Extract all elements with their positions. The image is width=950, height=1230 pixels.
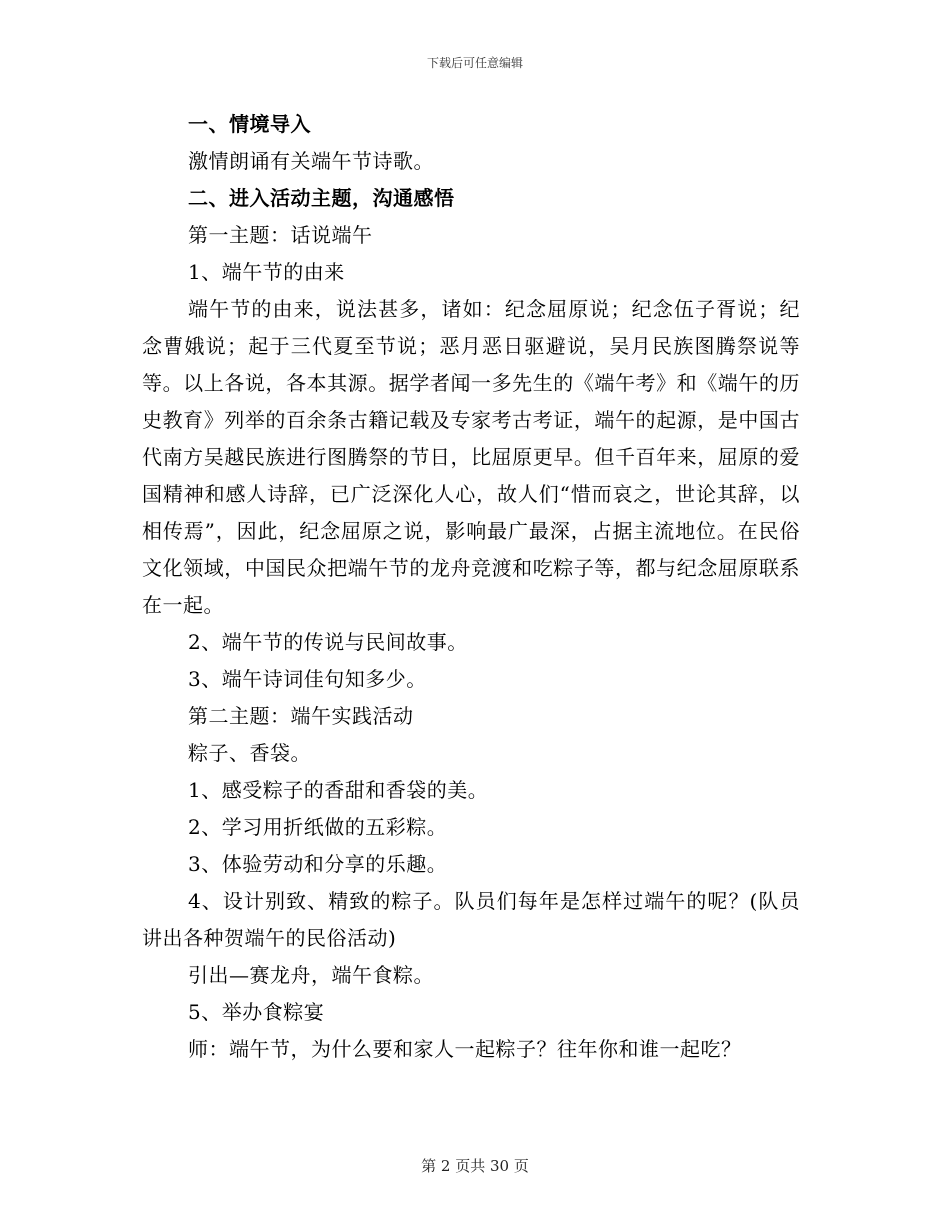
paragraph: 粽子、香袋。: [188, 741, 311, 765]
list-item: 4、设计别致、精致的粽子。队员们每年是怎样过端午的呢？(队员讲出各种贺端午的民俗活动): [142, 889, 800, 950]
page-footer: 第 2 页共 30 页: [421, 1157, 529, 1175]
section-heading-intro: 一、情境导入: [188, 112, 311, 136]
list-item: 3、端午诗词佳句知多少。: [188, 667, 427, 691]
theme-title-2: 第二主题：端午实践活动: [188, 704, 414, 728]
list-item: 1、感受粽子的香甜和香袋的美。: [188, 778, 489, 802]
list-item: 1、端午节的由来: [188, 260, 345, 284]
paragraph-origin: 端午节的由来，说法甚多，诸如：纪念屈原说；纪念伍子胥说；纪念曹娥说；起于三代夏至节说；恶月恶日驱避说，吴月民族图腾祭说等等。以上各说，各本其源。据学者闻一多先生的《端午考》和《端午的历史教育》列举的百余条古籍记载及专家考古考证，端午的起源，是中国古代南方吴越民族进行图腾祭的节日，比屈原更早。但千百年来，屈原的爱国精神和感人诗辞，已广泛深化人心，故人们“惜而哀之，世论其辞，以相传焉”，因此，纪念屈原之说，影响最广最深，占据主流地位。在民俗文化领域，中国民众把端午节的龙舟竞渡和吃粽子等，都与纪念屈原联系在一起。: [142, 297, 800, 617]
page-header: 下载后可任意编辑: [426, 56, 523, 70]
section-heading-activity: 二、进入活动主题，沟通感悟: [188, 186, 455, 210]
paragraph: 激情朗诵有关端午节诗歌。: [188, 149, 434, 173]
list-item: 5、举办食粽宴: [188, 1000, 325, 1024]
list-item: 2、端午节的传说与民间故事。: [188, 630, 468, 654]
paragraph: 引出—赛龙舟，端午食粽。: [188, 963, 434, 987]
list-item: 3、体验劳动和分享的乐趣。: [188, 852, 448, 876]
theme-title-1: 第一主题：话说端午: [188, 223, 373, 247]
document-body: [142, 106, 800, 1068]
paragraph-teacher: 师：端午节，为什么要和家人一起粽子？往年你和谁一起吃？: [188, 1037, 742, 1061]
list-item: 2、学习用折纸做的五彩粽。: [188, 815, 448, 839]
